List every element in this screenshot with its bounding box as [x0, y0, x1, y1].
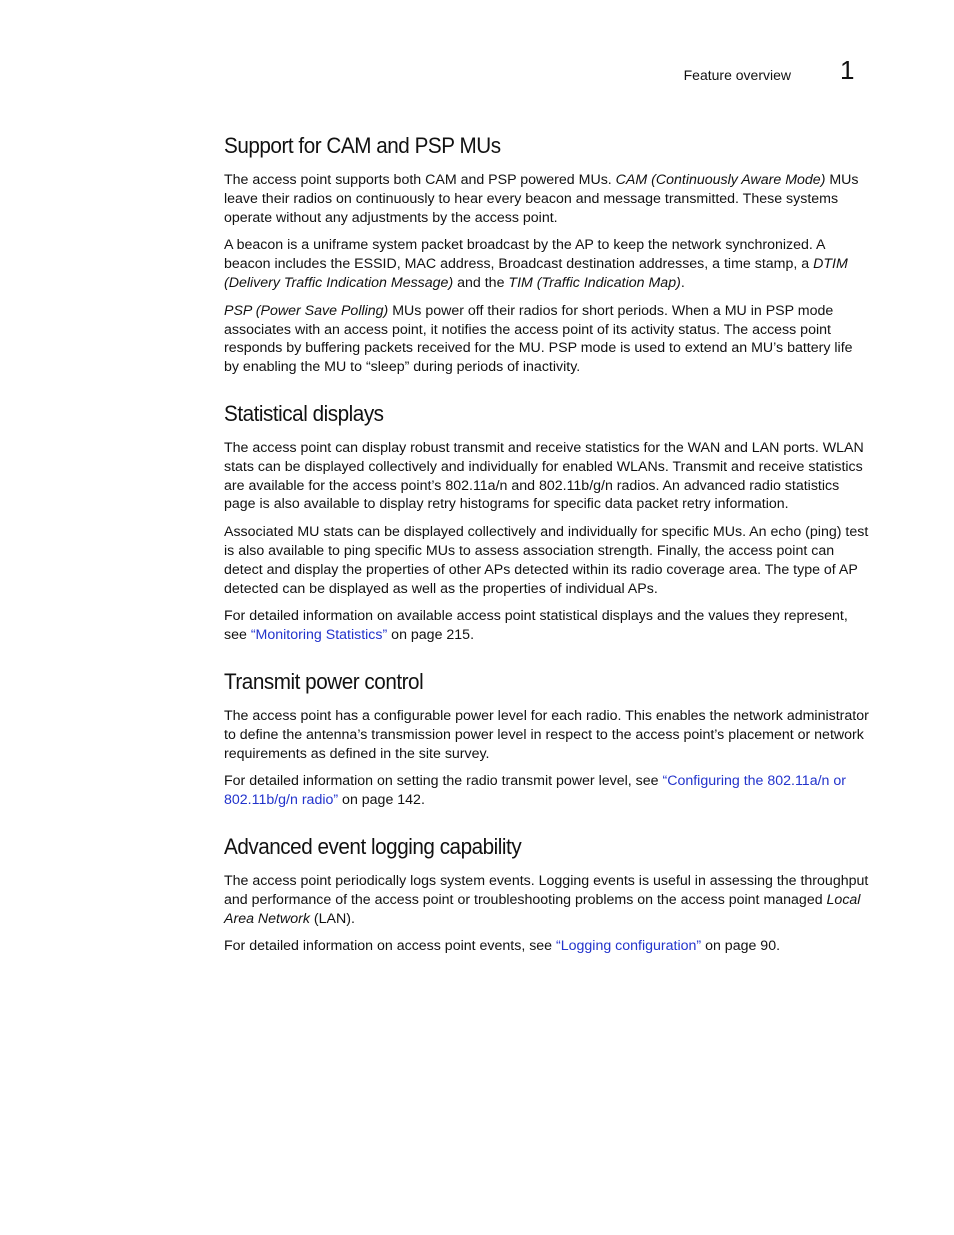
- text-run: on page 90.: [701, 938, 781, 955]
- italic-term: PSP (Power Save Polling): [224, 302, 389, 319]
- paragraph: [224, 872, 870, 928]
- section-cam-psp: [224, 132, 870, 377]
- text-run: For detailed information on setting the radio transmit power level, see: [224, 773, 663, 790]
- paragraph: [224, 937, 870, 956]
- text-run: The access point can display robust transmit and receive statistics for the WAN and LAN ports. WLAN stats can be displayed collectively and individually for enabled WLANs. Transmit and receive statistics are available for the access point’s 802.11a/n and 802.11b/g/n radios. An advanced radio statistics page is also available to display retry histograms for specific data packet retry information.: [224, 439, 864, 513]
- text-run: For detailed information on access point events, see: [224, 938, 557, 955]
- section-heading: Statistical displays: [224, 400, 384, 426]
- text-run: .: [680, 274, 685, 291]
- text-run: MUs power off their radios for short periods. When a MU in PSP mode associates with an access point, it notifies the access point of its activity status. The access point responds by buffering packets received for the MU. PSP mode is used to extend an MU’s battery life by enabling the MU to “sleep” during periods of inactivity.: [224, 302, 853, 376]
- text-run: The access point periodically logs system events. Logging events is useful in assessing the throughput and performance of the access point or troubleshooting problems on the access point managed: [224, 872, 869, 908]
- paragraph: [224, 236, 870, 292]
- italic-term: CAM (Continuously Aware Mode): [615, 172, 826, 188]
- paragraph: [224, 439, 870, 514]
- section-event-logging: [224, 833, 870, 956]
- italic-term: Local Area Network: [224, 891, 861, 927]
- text-run: (LAN).: [309, 910, 355, 927]
- section-heading: Support for CAM and PSP MUs: [224, 133, 501, 158]
- running-header: [0, 55, 954, 98]
- text-run: on page 215.: [387, 627, 475, 644]
- italic-term: DTIM (Delivery Traffic Indication Message): [224, 256, 848, 291]
- header-section-title: Feature overview: [683, 67, 791, 83]
- section-heading: Advanced event logging capability: [224, 833, 522, 859]
- text-run: The access point supports both CAM and PSP powered MUs.: [224, 172, 616, 188]
- paragraph: [224, 707, 870, 763]
- text-run: Associated MU stats can be displayed collectively and individually for specific MUs. An echo (ping) test is also available to ping specific MUs to assess association strength. Finally, the access point can detect and display the properties of other APs detected within its radio coverage area. The type of AP detected can be displayed as well as the properties of individual APs.: [224, 524, 869, 597]
- section-statistical-displays: [224, 400, 870, 645]
- paragraph: [224, 171, 870, 227]
- paragraph: [224, 302, 870, 377]
- link-logging-configuration[interactable]: “Logging configuration”: [556, 938, 702, 955]
- italic-term: TIM (Traffic Indication Map): [508, 274, 681, 291]
- link-monitoring-statistics[interactable]: “Monitoring Statistics”: [250, 627, 388, 644]
- text-run: MUs leave their radios on continuously to hear every beacon and message transmitted. These systems operate without any adjustments by the access point.: [224, 172, 859, 226]
- paragraph: [224, 772, 870, 810]
- paragraph: [224, 607, 870, 645]
- paragraph: [224, 523, 870, 598]
- page-content: [224, 132, 870, 965]
- text-run: For detailed information on available access point statistical displays and the values they represent, see: [224, 608, 848, 644]
- link-configuring-radio[interactable]: “Configuring the 802.11a/n or 802.11b/g/n radio”: [224, 773, 846, 809]
- section-heading: Transmit power control: [224, 668, 424, 694]
- text-run: and the: [453, 274, 509, 291]
- section-transmit-power: [224, 668, 870, 810]
- text-run: A beacon is a uniframe system packet broadcast by the AP to keep the network synchronized. A beacon includes the ESSID, MAC address, Broadcast destination addresses, a time stamp, a: [224, 237, 825, 273]
- text-run: on page 142.: [338, 792, 425, 809]
- header-chapter-number: 1: [840, 55, 855, 85]
- text-run: The access point has a configurable power level for each radio. This enables the network administrator to define the antenna’s transmission power level in respect to the access point’s placement or network requirements as defined in the site survey.: [224, 707, 869, 762]
